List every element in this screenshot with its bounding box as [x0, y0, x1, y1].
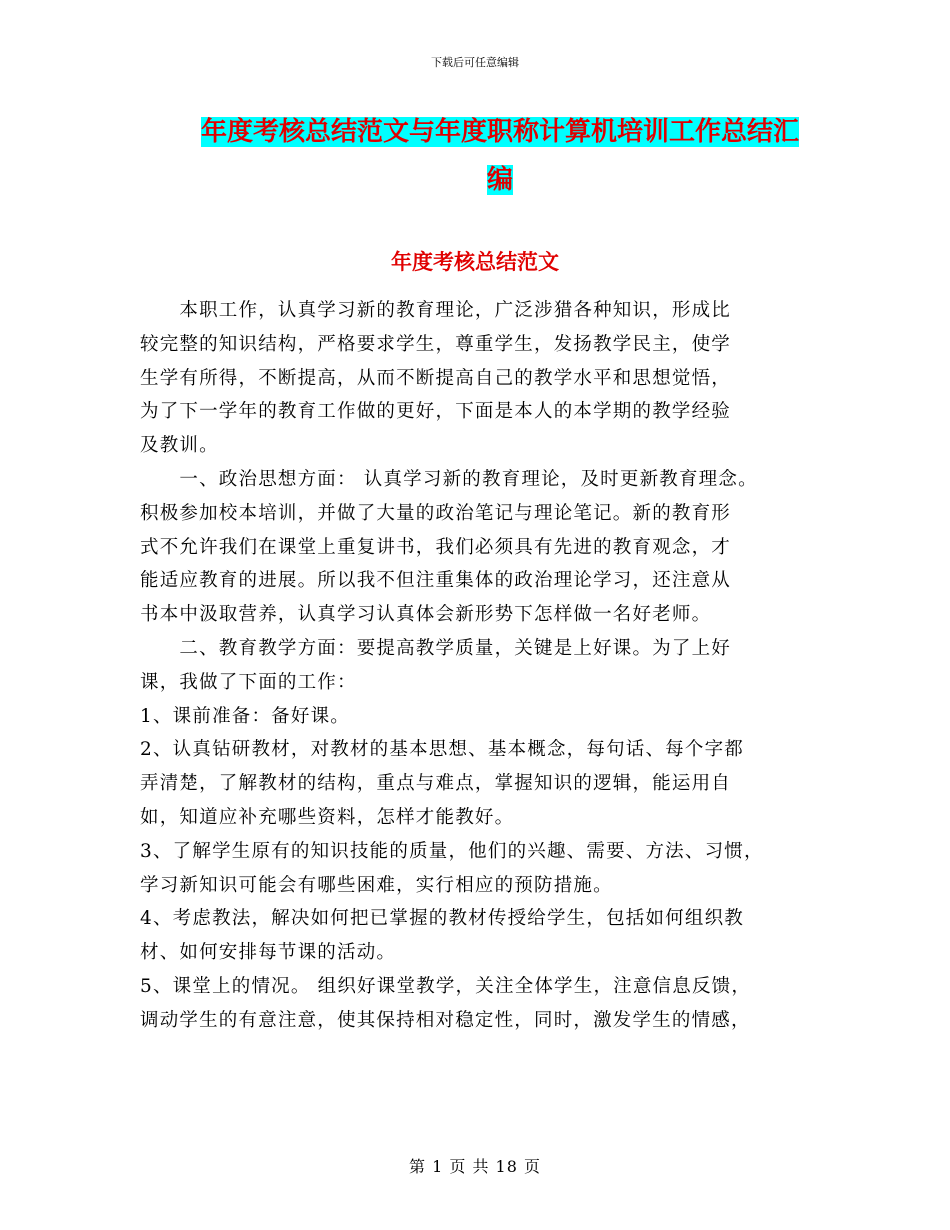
text-line: 书本中汲取营养，认真学习认真体会新形势下怎样做一名好老师。	[140, 604, 712, 626]
text-line: 较完整的知识结构，严格要求学生，尊重学生，发扬教学民主，使学	[140, 333, 732, 355]
text-line: 课，我做了下面的工作：	[140, 671, 357, 693]
text-line: 积极参加校本培训，并做了大量的政治笔记与理论笔记。新的教育形	[140, 502, 732, 524]
section-title: 年度考核总结范文	[391, 250, 559, 274]
text-line: 1、课前准备：备好课。	[140, 705, 350, 727]
text-line: 一、政治思想方面： 认真学习新的教育理论，及时更新教育理念。	[140, 468, 758, 490]
document-title-line-2: 编	[486, 165, 513, 195]
text-line: 2、认真钻研教材，对教材的基本思想、基本概念，每句话、每个字都	[140, 739, 744, 761]
header-note: 下载后可任意编辑	[431, 56, 519, 69]
page-footer: 第 1 页 共 18 页	[409, 1157, 541, 1176]
text-line: 3、了解学生原有的知识技能的质量，他们的兴趣、需要、方法、习惯，	[140, 840, 764, 862]
document-title	[195, 108, 805, 204]
text-line: 学习新知识可能会有哪些困难，实行相应的预防措施。	[140, 874, 613, 896]
list-item-3	[140, 835, 840, 903]
list-item-5	[140, 970, 840, 1038]
text-line: 如，知道应补充哪些资料，怎样才能教好。	[140, 806, 515, 828]
document-title-line-1: 年度考核总结范文与年度职称计算机培训工作总结汇	[200, 117, 799, 147]
paragraph-politics	[140, 463, 840, 632]
list-item-2	[140, 733, 840, 834]
text-line: 弄清楚，了解教材的结构，重点与难点，掌握知识的逻辑，能运用自	[140, 773, 732, 795]
list-item-4	[140, 902, 840, 970]
text-line: 调动学生的有意注意，使其保持相对稳定性，同时，激发学生的情感，	[140, 1009, 751, 1031]
paragraph-teaching	[140, 632, 840, 700]
text-line: 为了下一学年的教育工作做的更好，下面是本人的本学期的教学经验	[140, 401, 732, 423]
list-item-1	[140, 700, 840, 734]
text-line: 能适应教育的进展。所以我不但注重集体的政治理论学习，还注意从	[140, 570, 732, 592]
text-line: 及教训。	[140, 435, 219, 457]
text-line: 本职工作，认真学习新的教育理论，广泛涉猎各种知识，形成比	[140, 300, 732, 321]
paragraph-intro	[140, 294, 840, 463]
text-line: 二、教育教学方面：要提高教学质量，关键是上好课。为了上好	[140, 637, 732, 659]
text-line: 材、如何安排每节课的活动。	[140, 942, 397, 964]
text-line: 式不允许我们在课堂上重复讲书，我们必须具有先进的教育观念，才	[140, 536, 732, 558]
text-line: 生学有所得，不断提高，从而不断提高自己的教学水平和思想觉悟，	[140, 367, 732, 389]
text-line: 5、课堂上的情况。 组织好课堂教学，关注全体学生，注意信息反馈，	[140, 975, 752, 997]
body-text	[140, 294, 840, 1038]
text-line: 4、考虑教法，解决如何把已掌握的教材传授给学生，包括如何组织教	[140, 908, 744, 930]
